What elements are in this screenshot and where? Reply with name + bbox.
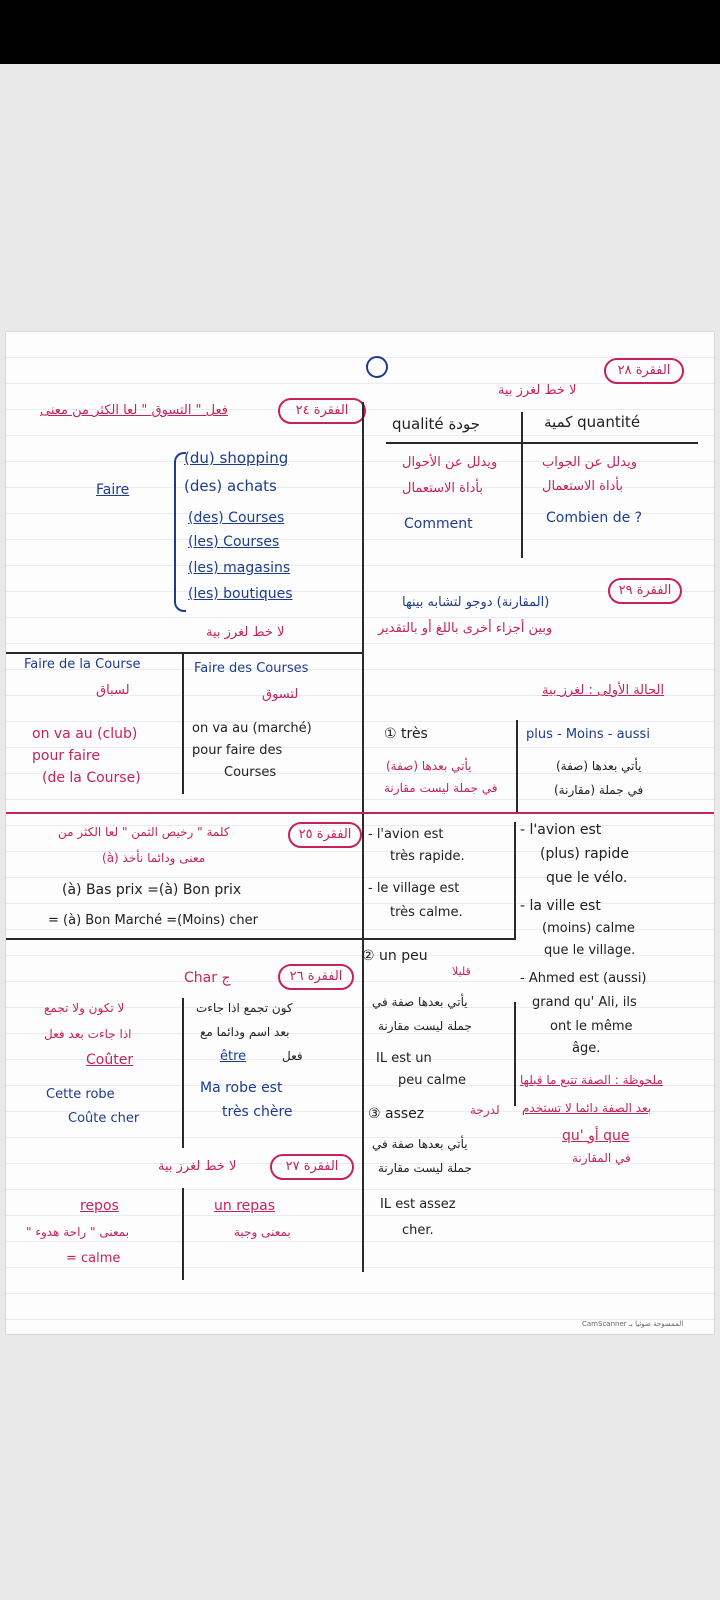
list-item: (les) magasins	[188, 560, 291, 576]
list-item: (des) Courses	[188, 510, 285, 526]
marche-line-1: on va au (marché)	[192, 721, 312, 736]
p26-verb-word: فعل	[282, 1049, 303, 1063]
p29-line-1: (المقارنة) دوجو لتشابه بينها	[402, 595, 550, 610]
compare-line-10: âge.	[572, 1041, 601, 1056]
qualite-heading: qualité جودة	[392, 415, 480, 433]
tres-example-2a: - le village est	[368, 881, 460, 896]
un-peu-arabic: قليلا	[452, 965, 471, 978]
tres-heading: ① très	[384, 726, 428, 742]
p29-line-2: وبين أجزاء أخرى باللغ أو بالتقدير	[378, 621, 553, 636]
paragraph-27-badge: الفقرة ٢٧	[270, 1154, 354, 1180]
paragraph-24-badge: الفقرة ٢٤	[278, 398, 366, 424]
compare-line-3: que le vélo.	[546, 870, 628, 886]
note-line-1: ملحوظة : الصفة تتبع ما قبلها	[520, 1073, 663, 1087]
compare-line-6: que le village.	[544, 943, 636, 958]
p25-subtitle-2: معنى ودائما نأخذ (à)	[102, 851, 206, 865]
compare-line-4: - la ville est	[520, 898, 601, 914]
repas-arabic: بمعنى وجبة	[234, 1225, 291, 1239]
quantite-note-1: ويدلل عن الجواب	[542, 455, 637, 470]
club-line-1: on va au (club)	[32, 726, 138, 742]
tres-example-1b: très rapide.	[390, 849, 465, 864]
quantite-heading: كمية quantité	[544, 413, 641, 431]
scanned-note-page	[6, 332, 714, 1334]
combien-text: Combien de ?	[546, 510, 643, 526]
un-peu-line-3: IL est un	[376, 1051, 432, 1066]
club-line-3: (de la Course)	[42, 770, 141, 786]
assez-line-2: جملة ليست مقارنة	[378, 1161, 472, 1175]
note-line-2: بعد الصفة دائما لا تستخدم	[522, 1101, 652, 1115]
p26-line-2: بعد اسم ودائما مع	[200, 1025, 290, 1039]
p26-example-1: Ma robe est	[200, 1080, 283, 1096]
bon-marche-line: = (à) Bon Marché =(Moins) cher	[48, 913, 258, 928]
bas-prix-line: (à) Bas prix =(à) Bon prix	[62, 882, 242, 898]
faire-courses: Faire des Courses	[194, 661, 309, 676]
quantite-note-2: بأداة الاستعمال	[542, 479, 623, 494]
club-line-2: pour faire	[32, 748, 100, 764]
qualite-note-2: بأداة الاستعمال	[402, 481, 483, 496]
couter-example-2: Coûte cher	[68, 1111, 140, 1126]
compare-line-8: grand qu' Ali, ils	[532, 995, 637, 1010]
pm-arabic-2: في جملة (مقارنة)	[554, 783, 644, 797]
courses-arabic: لتسوق	[262, 687, 299, 702]
calme-word: = calme	[66, 1251, 121, 1266]
marche-line-2: pour faire des	[192, 743, 283, 758]
couter-example-1: Cette robe	[46, 1087, 115, 1102]
un-peu-line-1: يأتي بعدها صفة في	[372, 995, 468, 1009]
paragraph-26-badge: الفقرة ٢٦	[278, 964, 354, 990]
faire-course: Faire de la Course	[24, 657, 141, 672]
tres-arabic-1: يأتي بعدها (صفة)	[386, 759, 472, 773]
list-item: (les) boutiques	[188, 586, 293, 602]
assez-heading: ③ assez	[368, 1106, 425, 1122]
list-item: (du) shopping	[184, 449, 289, 467]
tres-example-1a: - l'avion est	[368, 827, 444, 842]
assez-line-3: IL est assez	[380, 1197, 456, 1212]
p26-line-1: كون تجمع اذا جاءت	[196, 1001, 293, 1015]
assez-line-1: يأتي بعدها صفة في	[372, 1137, 468, 1151]
p26-etre: être	[220, 1049, 247, 1064]
comment-text: Comment	[404, 516, 473, 532]
marche-line-3: Courses	[224, 765, 277, 780]
paragraph-28-badge: الفقرة ٢٨	[604, 358, 684, 384]
p25-subtitle: كلمة " رخيص الثمن " لعا الكثر من	[58, 825, 230, 839]
compare-line-2: (plus) rapide	[540, 846, 629, 862]
no-arabic-note: لا خط لغرز بية	[206, 625, 285, 640]
p27-note: لا خط لغرز بية	[158, 1159, 237, 1174]
un-peu-line-4: peu calme	[398, 1073, 467, 1088]
p28-note: لا خط لغرز بية	[498, 383, 577, 398]
char-label: Char ج	[184, 970, 231, 986]
p26-example-2: très chère	[222, 1104, 293, 1120]
tres-arabic-2: في جملة ليست مقارنة	[384, 781, 498, 795]
camscanner-footer: CamScanner الممسوحة ضوئيا بـ	[582, 1320, 684, 1328]
note-line-3: qu' أو que	[562, 1128, 630, 1144]
pm-arabic-1: يأتي بعدها (صفة)	[556, 759, 642, 773]
compare-line-7: - Ahmed est (aussi)	[520, 971, 647, 986]
plus-moins-heading: plus - Moins - aussi	[526, 727, 650, 742]
status-bar	[0, 0, 720, 64]
paragraph-25-badge: الفقرة ٢٥	[288, 822, 362, 848]
assez-line-4: cher.	[402, 1223, 434, 1238]
assez-arabic: لدرجة	[470, 1103, 500, 1117]
lamp-doodle-icon	[366, 356, 388, 378]
list-item: (les) Courses	[188, 534, 280, 550]
note-line-4: في المقارنة	[572, 1151, 631, 1165]
list-item: (des) achats	[184, 477, 277, 495]
couter-line-2: اذا جاءت بعد فعل	[44, 1027, 132, 1041]
repos-arabic: بمعنى " راحة هدوء "	[26, 1225, 130, 1239]
repas-word: un repas	[214, 1198, 276, 1214]
couter-line-1: لا تكون ولا تجمع	[44, 1001, 125, 1015]
compare-line-5: (moins) calme	[542, 921, 635, 936]
compare-line-9: ont le même	[550, 1019, 633, 1034]
couter-word: Coûter	[86, 1052, 134, 1068]
case-1-heading: الحالة الأولى : لغرز بية	[542, 683, 665, 698]
course-arabic: لسباق	[96, 683, 130, 698]
compare-line-1: - l'avion est	[520, 822, 602, 838]
un-peu-heading: ② un peu	[362, 948, 428, 964]
qualite-note-1: ويدلل عن الأحوال	[402, 455, 498, 470]
repos-word: repos	[80, 1198, 119, 1214]
un-peu-line-2: جملة ليست مقارنة	[378, 1019, 472, 1033]
paragraph-29-badge: الفقرة ٢٩	[608, 578, 682, 604]
tres-example-2b: très calme.	[390, 905, 463, 920]
p24-subtitle: فعل " التسوق " لعا الكثر من معنى	[40, 403, 229, 418]
faire-label: Faire	[96, 482, 130, 498]
